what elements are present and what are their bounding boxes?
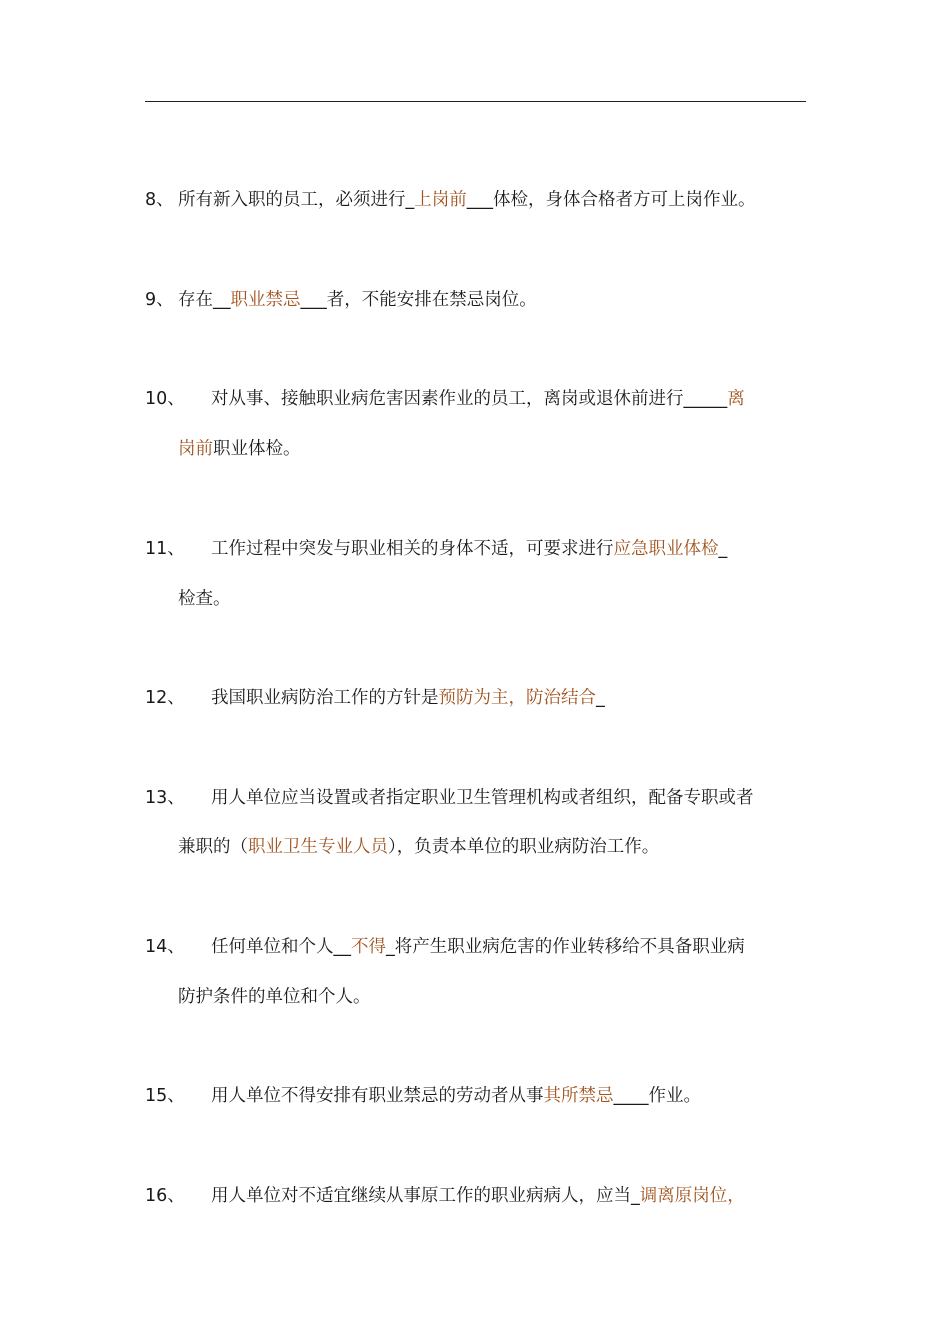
answer-text: 上岗前 [414,190,467,210]
answer-text: 职业禁忌 [230,290,301,310]
question-number: 16、 [145,1186,185,1206]
answer-text: 岗前 [178,439,213,459]
question-text: 用人单位不得安排有职业禁忌的劳动者从事其所禁忌____作业。 [211,1086,701,1106]
answer-text: 不得 [351,937,386,957]
answer-text: 其所禁忌 [543,1086,614,1106]
question-text: 对从事、接触职业病危害因素作业的员工，离岗或退休前进行_____离 [211,389,745,409]
answer-text: 调离原岗位， [639,1186,745,1206]
question-text: 存在__职业禁忌___者，不能安排在禁忌岗位。 [178,290,537,310]
answer-text: 离 [727,389,745,409]
question-number: 15、 [145,1086,185,1106]
question-text: 防护条件的单位和个人。 [178,987,371,1007]
question-number: 10、 [145,389,185,409]
question-number: 9、 [145,290,174,310]
question-text: 兼职的（职业卫生专业人员），负责本单位的职业病防治工作。 [178,837,660,857]
answer-text: 预防为主，防治结合 [438,688,596,708]
question-text: 所有新入职的员工，必须进行_上岗前___体检，身体合格者方可上岗作业。 [178,190,756,210]
question-text: 岗前职业体检。 [178,439,301,459]
question-number: 8、 [145,190,174,210]
question-text: 检查。 [178,589,231,609]
answer-text: 职业卫生专业人员 [248,837,388,857]
header-rule [145,101,806,102]
question-text: 任何单位和个人__不得_将产生职业病危害的作业转移给不具备职业病 [211,937,745,957]
question-number: 13、 [145,788,185,808]
question-text: 我国职业病防治工作的方针是预防为主，防治结合_ [211,688,605,708]
question-number: 12、 [145,688,185,708]
answer-text: 应急职业体检 [613,539,719,559]
question-number: 14、 [145,937,185,957]
question-number: 11、 [145,539,185,559]
question-text: 工作过程中突发与职业相关的身体不适，可要求进行应急职业体检_ [211,539,728,559]
question-text: 用人单位应当设置或者指定职业卫生管理机构或者组织，配备专职或者 [211,788,754,808]
question-text: 用人单位对不适宜继续从事原工作的职业病病人，应当_调离原岗位， [211,1186,745,1206]
